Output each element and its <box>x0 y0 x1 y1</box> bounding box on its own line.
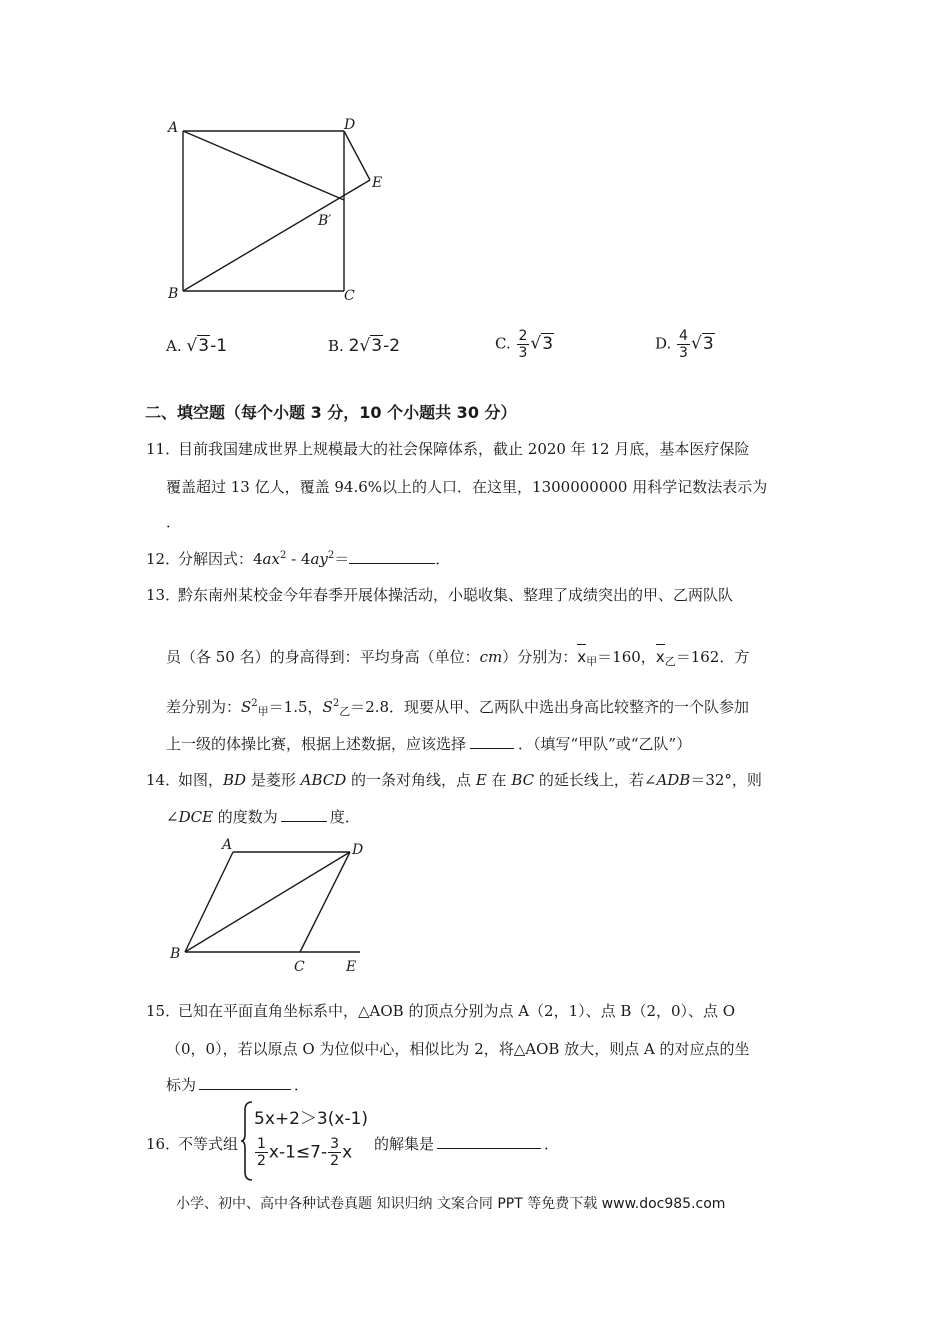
q16-inequality-1: 5x+2＞3(x-1) <box>254 1109 369 1129</box>
option-b-label: B. <box>328 337 344 355</box>
figure-rhombus <box>160 835 380 980</box>
q14-line2: ∠DCE 的度数为 度． <box>166 808 360 826</box>
q12-text: 分解因式：$4ax^2 - 4ay^2=$ ． <box>178 550 451 568</box>
q16-inequality-2: $\frac{1}{2}$ x-1≤7- $\frac{3}{2}$ x <box>257 1136 353 1169</box>
label-c: C <box>294 959 305 975</box>
option-a-value: √3-1 <box>186 336 228 356</box>
page-footer: 小学、初中、高中各种试卷真题 知识归纳 文案合同 PPT 等免费下载 www.doc985.com <box>176 1196 726 1212</box>
option-b <box>328 336 400 356</box>
q14-answer-blank <box>281 807 327 822</box>
option-c-root: √3 <box>530 333 554 354</box>
q14-number: 14． <box>146 771 181 789</box>
option-d-label: D. <box>655 334 672 353</box>
q11-line3: ． <box>166 513 182 531</box>
option-d-root: √3 <box>690 333 714 354</box>
option-a <box>166 336 227 356</box>
q15-answer-blank <box>199 1075 291 1090</box>
system-brace <box>240 1100 254 1182</box>
q13-number: 13． <box>146 586 181 604</box>
q11-line1: 目前我国建成世界上规模最大的社会保障体系，截止 2020 年 12 月底，基本医疗保险 <box>178 440 750 458</box>
q13-line3: 差分别为：$S^2_甲=1.5$，$S^2_乙=2.8$．现要从甲、乙两队中选出身高比较整齐的一个队参加 <box>166 698 750 718</box>
label-d: D <box>352 842 364 858</box>
q12-answer-blank <box>349 549 435 564</box>
label-d: D <box>344 117 356 133</box>
label-b: B <box>170 946 181 962</box>
label-a: A <box>168 120 179 136</box>
option-c-label: C. <box>495 334 511 353</box>
option-c <box>495 328 554 361</box>
q15-line2: （0，0），若以原点 O 为位似中心，相似比为 2，将△AOB 放大，则点 A 的对应点的坐 <box>166 1040 750 1058</box>
mean-symbol-jia: x <box>577 648 587 666</box>
q16-suffix: 的解集是 ． <box>374 1135 560 1153</box>
q14-line1: 如图，BD 是菱形 ABCD 的一条对角线，点 E 在 BC 的延长线上，若∠ADB＝32°，则 <box>178 771 762 789</box>
option-d <box>655 328 715 361</box>
label-b: B <box>168 286 179 302</box>
segment-b-e <box>183 180 370 291</box>
q15-line1: 已知在平面直角坐标系中，△AOB 的顶点分别为点 A（2，1）、点 B（2，0）、点 O <box>178 1002 736 1020</box>
mean-symbol-yi: x <box>655 648 665 666</box>
label-a: A <box>222 837 233 853</box>
option-b-value: 2√3-2 <box>348 336 401 356</box>
q13-line2: 员（各 50 名）的身高得到：平均身高（单位：cm）分别为：$x_甲=160$，$x_乙=162$．方 <box>166 648 750 668</box>
label-bprime: B′ <box>318 213 332 229</box>
option-c-fraction: $\frac{2}{3}$ <box>518 328 528 361</box>
q13-line4: 上一级的体操比赛，根据上述数据，应该选择 ．（填写“甲队”或“乙队”） <box>166 735 692 753</box>
q16-prefix: 不等式组 <box>178 1135 239 1153</box>
option-a-label: A. <box>166 337 182 355</box>
q16-answer-blank <box>437 1134 541 1149</box>
q16-number: 16． <box>146 1135 181 1153</box>
figure-square-fold <box>160 110 400 310</box>
section-heading: 二、填空题（每个小题 3 分，10 个小题共 30 分） <box>145 403 517 422</box>
segment-a-bprime <box>183 131 344 200</box>
q11-line2: 覆盖超过 13 亿人，覆盖 94.6%以上的人口．在这里，1300000000 用科学记数法表示为 <box>166 478 768 496</box>
q15-number: 15． <box>146 1002 181 1020</box>
segment-d-e <box>344 131 370 180</box>
q13-answer-blank <box>470 734 514 749</box>
label-e: E <box>372 175 383 191</box>
label-c: C <box>344 288 355 304</box>
q12-number: 12． <box>146 550 181 568</box>
option-d-fraction: $\frac{4}{3}$ <box>679 328 688 361</box>
q15-line3: 标为 ． <box>166 1076 310 1094</box>
q13-line1: 黔东南州某校金今年春季开展体操活动，小聪收集、整理了成绩突出的甲、乙两队队 <box>178 586 734 604</box>
label-e: E <box>346 959 357 975</box>
q11-number: 11． <box>146 440 181 458</box>
